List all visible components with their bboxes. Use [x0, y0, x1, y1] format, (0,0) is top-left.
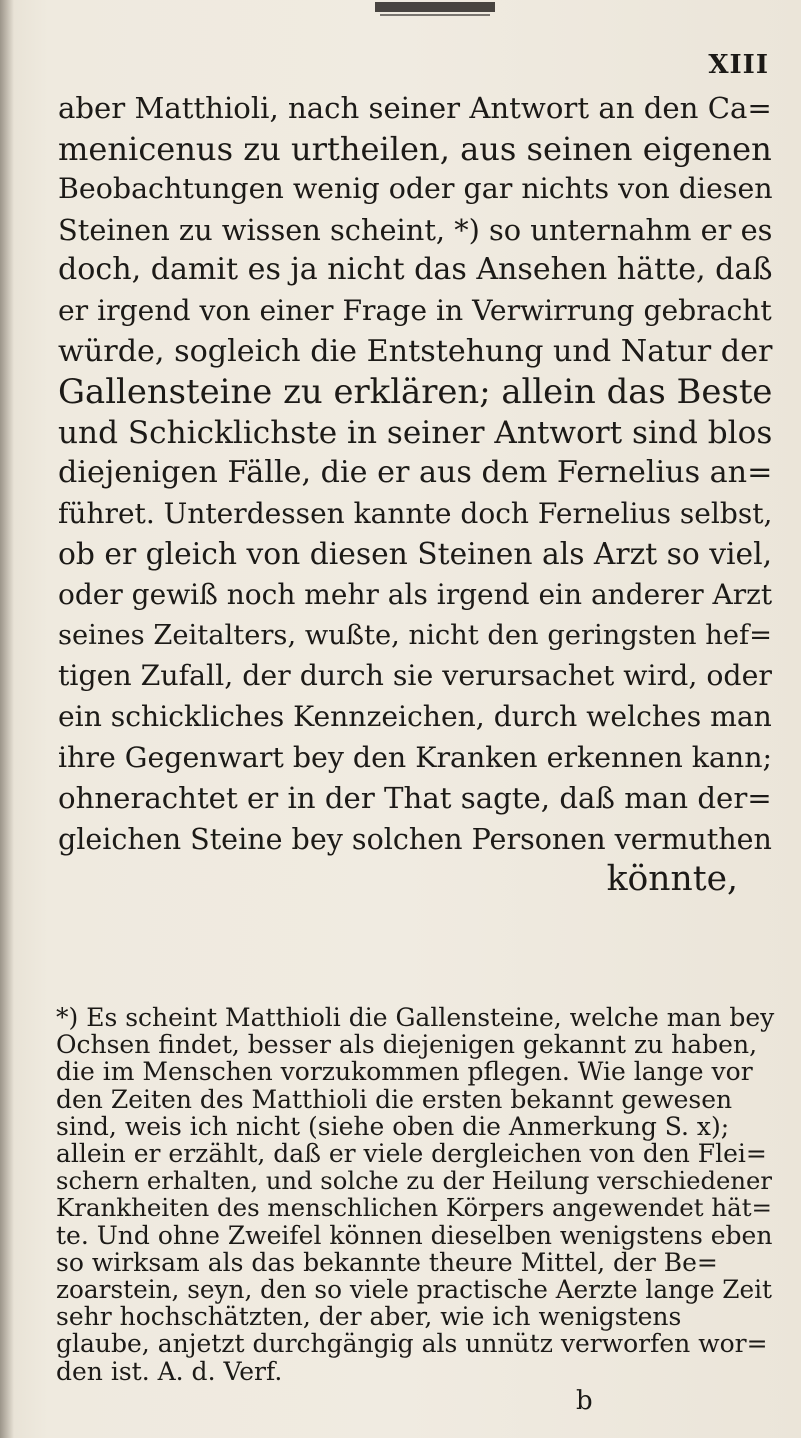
spine-shadow: [0, 0, 14, 1438]
text-line: diejenigen Fälle, die er aus dem Fernelius an=: [58, 455, 773, 491]
footnote-line: den Zeiten des Matthioli die ersten bekannt gewesen: [56, 1084, 733, 1114]
footnote-line: zoarstein, seyn, den so viele practische Aerzte lange Zeit: [56, 1275, 772, 1305]
text-line: gleichen Steine bey solchen Personen vermuthen: [58, 821, 772, 856]
footnote-line: so wirksam als das bekannte theure Mittel, der Be=: [56, 1247, 718, 1277]
footnote-block: [56, 1004, 776, 1385]
footnote-line: Ochsen findet, besser als diejenigen gekannt zu haben,: [56, 1030, 758, 1060]
footnote-line: den ist. A. d. Verf.: [56, 1356, 283, 1386]
footnote-line: sind, weis ich nicht (siehe oben die Anmerkung S. x);: [56, 1111, 730, 1141]
footnote-line: glaube, anjetzt durchgängig als unnütz verworfen wor=: [56, 1329, 768, 1359]
text-line: tigen Zufall, der durch sie verursachet wird, oder: [58, 659, 772, 693]
footnote-line: schern erhalten, und solche zu der Heilung verschiedener: [56, 1166, 772, 1196]
text-line: Gallensteine zu erklären; allein das Beste: [58, 372, 773, 412]
signature-mark: b: [576, 1386, 593, 1416]
text-line: doch, damit es ja nicht das Ansehen hätte, daß: [58, 252, 773, 288]
header-ornament-rule-thin: [380, 14, 490, 16]
text-line: würde, sogleich die Entstehung und Natur der: [58, 333, 773, 369]
text-line: ob er gleich von diesen Steinen als Arzt so viel,: [58, 536, 773, 572]
footnote-line: Krankheiten des menschlichen Körpers angewendet hät=: [56, 1193, 773, 1223]
text-line: ihre Gegenwart bey den Kranken erkennen kann;: [58, 740, 773, 774]
header-ornament-rule: [375, 2, 495, 12]
text-line-catchword: könnte,: [606, 859, 738, 900]
text-line: Beobachtungen wenig oder gar nichts von diesen: [58, 172, 773, 206]
text-line: Steinen zu wissen scheint, *) so unternahm er es: [58, 212, 773, 247]
text-line: menicenus zu urtheilen, aus seinen eigenen: [58, 129, 772, 168]
text-line: ohnerachtet er in der That sagte, daß man der=: [58, 781, 772, 816]
page-number: XIII: [708, 50, 769, 80]
footnote-line: die im Menschen vorzukommen pflegen. Wie lange vor: [56, 1057, 753, 1087]
text-line: er irgend von einer Frage in Verwirrung gebracht: [58, 293, 772, 327]
footnote-line: allein er erzählt, daß er viele dergleichen von den Flei=: [56, 1139, 767, 1169]
main-text-block: [58, 88, 776, 900]
footnote-line: sehr hochschätzten, der aber, wie ich wenigstens: [56, 1302, 682, 1332]
text-line: ein schickliches Kennzeichen, durch welches man: [58, 699, 772, 733]
text-line: seines Zeitalters, wußte, nicht den geringsten hef=: [58, 619, 773, 651]
text-line: aber Matthioli, nach seiner Antwort an den Ca=: [58, 91, 772, 125]
text-line: und Schicklichste in seiner Antwort sind blos: [58, 414, 773, 451]
text-line: führet. Unterdessen kannte doch Fernelius selbst,: [58, 496, 773, 530]
footnote-line: te. Und ohne Zweifel können dieselben wenigstens eben: [56, 1220, 773, 1250]
text-line: oder gewiß noch mehr als irgend ein anderer Arzt: [58, 578, 773, 612]
footnote-line: *) Es scheint Matthioli die Gallensteine, welche man bey: [56, 1003, 775, 1032]
